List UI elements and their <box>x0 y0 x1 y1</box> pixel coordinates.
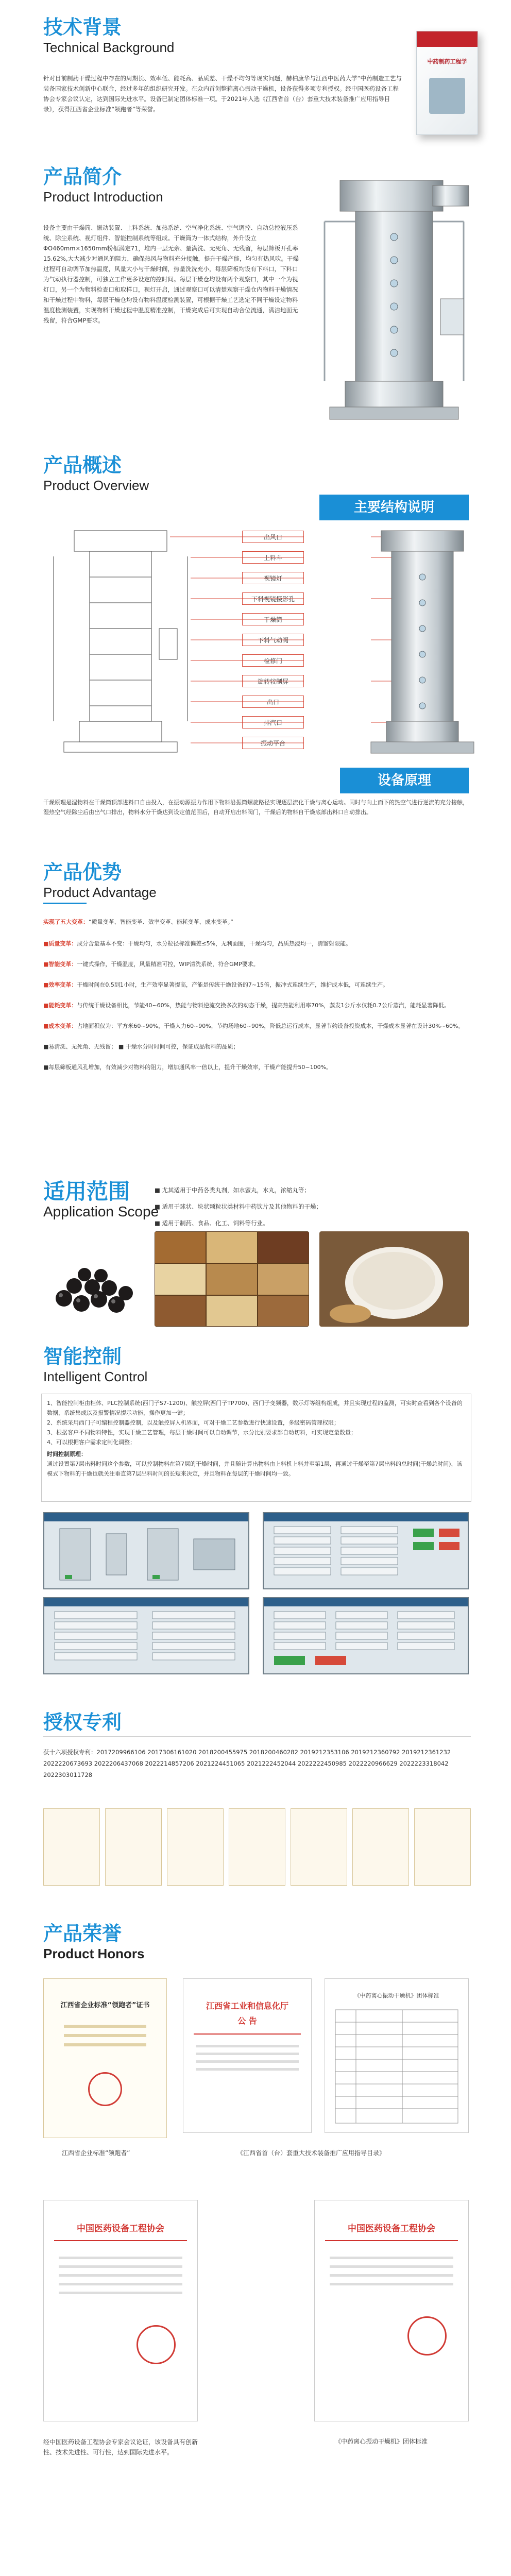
control-line: 3、根据客户不同物料特性，实现干燥工艺管理，每层干燥时间可以自动调节，水分比别要求部自动切料，可实现定量数量； <box>47 1429 356 1436</box>
overview-section <box>0 453 511 824</box>
title-underline <box>43 1736 471 1737</box>
cert4-title: 中国医药设备工程协会 <box>77 2224 164 2234</box>
tech-title-cn: 技术背景 <box>43 16 122 39</box>
machine-image <box>309 175 484 433</box>
honors-section <box>0 1922 511 2576</box>
principle-title: 设备原理 <box>340 768 469 793</box>
structure-label: 视镜灯 <box>242 572 304 584</box>
control-section <box>0 1345 511 1690</box>
advantage-slogan <box>43 917 471 927</box>
control-line: 时间控制原理： <box>47 1451 87 1458</box>
hmi-screen-3 <box>43 1597 249 1674</box>
advantage-row: ■成本变革：占地面积仅为：平方米60~90%，干燥人力60~90%，节约场地60~90%，降低总运行成本，显著节约设备投资成本，干燥成本显著在设计30%~60%。 <box>43 1023 464 1029</box>
patent-cert <box>229 1808 285 1886</box>
book-title: 中药制药工程学 <box>427 58 467 65</box>
structure-label: 检修门 <box>242 654 304 667</box>
hmi-screen-1 <box>43 1512 249 1589</box>
honor-caption: 经中国医药设备工程协会专家会议论证，该设备具有创新性、技术先进性、可行性，达到国际先进水平。 <box>43 2438 198 2456</box>
patent-cert <box>414 1808 471 1886</box>
patent-cert <box>43 1808 100 1886</box>
honor-cert-list <box>325 1978 469 2133</box>
overview-title-en: Product Overview <box>43 478 149 493</box>
patent-title-cn: 授权专利 <box>43 1711 122 1734</box>
honors-title-en: Product Honors <box>43 1946 145 1961</box>
structure-label: 出风口 <box>242 531 304 543</box>
slogan-key: 实现了五大变革： <box>43 919 89 925</box>
pills-photo <box>43 1236 146 1319</box>
honor-cert-association-1 <box>43 2200 198 2421</box>
advantage-row: ■易清洗、无死角、无残留； ■ 干燥水分时时间可控，保证成品物料的品质； <box>43 1043 239 1050</box>
scope-title-en: Application Scope <box>43 1204 159 1219</box>
cert3-title: 《中药离心振动干燥机》团体标准 <box>354 1992 439 1999</box>
honor-cert-notice <box>183 1978 312 2133</box>
control-line: 通过设置第7层出料时间这个参数，可以控制物料在第7层的干燥时间，并且随计算出物料由上料机上料并至第1层，再通过干燥至第7层出料的总时间(干燥总时间)，该模式下物料的干燥也就关注垂直第7层出料时间的长短来决定，并且物料在每层的干燥时间均一致。 <box>47 1461 463 1477</box>
title-underline <box>43 903 87 904</box>
control-title-cn: 智能控制 <box>43 1345 122 1368</box>
advantage-row: ■效率变革：干燥时间在0.5到1小时，生产效率显著提高，产能是传统干燥设备的7~15倍，振冲式连续生产，维护成本低，可连续生产。 <box>43 981 389 988</box>
advantage-row: ■质量变革：成分含量基本不变：干燥均匀，水分粒径标准偏差≤5%，无利面圈，干燥均匀，品质热浸均一，清馏射限能。 <box>43 940 352 947</box>
intro-body: 设备主要由干燥筒、振动装置、上料系统、加热系统、空气净化系统、空气调控、自动总控液压系统、除尘系统、视灯组件、智能控制系统等组成。干燥筒为一体式结构，外升设立ΦO460mm×1650mm粉框满定71，堆内一层无余、量满洗、无死角、无残留，每层筛板开孔率15.62%,大大减少对通风的阻力，确保热风与物料充分接触，提升干燥产能，均匀有热风吹。干燥过程可自动调节加热温度，风量大小与干燥时间，热量洗洗充小，每层筛板均设有下料口，下料口为气动执行器控制，可独立工作更多设定的控时间。每层干燥仓均设有两个观察口，其中一个为视灯口，另一个为物料检查口和取样口，视灯开启，通过观察口可以清楚观察干燥仓内物料干燥情况和干燥过程中物料，每层干燥仓均设有物料温度检测装置，可根据干燥工艺选定不同干燥设定物料温度检测装置，实现物料干燥过程中温度精准控制，干燥完成后可实现自动合位流通，满洁地面无残留，符合GMP要求。 <box>43 224 299 324</box>
patent-cert <box>167 1808 224 1886</box>
intro-title-cn: 产品简介 <box>43 165 122 188</box>
honors-title-cn: 产品荣誉 <box>43 1922 122 1945</box>
patent-list: 获十六项授权专利：2017209966106 2017306161020 2018200455975 2018200460282 2019212353106 2019212360792 2019212361232 2022220673693 2022206437068 2022214857206 2021224451065 2021222452044 2022222450985 2022220966629 2022223318042 2022303011728 <box>43 1749 451 1778</box>
patent-cert <box>352 1808 409 1886</box>
honor-cert-leader <box>43 1978 167 2138</box>
structure-label: 排汽口 <box>242 716 304 728</box>
scope-item: ■ 尤其适用于中药各类丸剂，如水蜜丸，水丸，浓缩丸等； <box>155 1187 311 1194</box>
flour-photo <box>319 1231 469 1327</box>
struct-title: 主要结构说明 <box>319 495 469 520</box>
structure-label: 下料气动阀 <box>242 634 304 646</box>
scope-section <box>0 1180 511 1334</box>
cert1-title: 江西省企业标准“领跑者”证书 <box>60 2002 150 2009</box>
honor-caption: 《江西省首（台）套重大技术装备推广应用指导目录》 <box>237 2149 386 2157</box>
cert2-sub: 公 告 <box>237 2016 257 2026</box>
tech-body: 针对目前制药干燥过程中存在的周期长、效率低、能耗高、品质差、干燥不均匀等现实问题，赫柏康华与江西中医药大学“中药制造工艺与装备国家技术创新中心联合，经过多年的组织研究开发。在众内首创整箱离心振动干燥机，设备获得多项专利授权。经中国医药设备工程协会专家会议认定，达到国际先进水平。设备已制定团体标准一项。于2021年入选《江西省首（台）套重大技术装备推广应用指导目录》，获得江西省企业标准“领跑者”等荣誉。 <box>43 75 402 113</box>
advantage-row: ■每层筛板通风孔增加，有效减少对物料的阻力，增加通风率一倍以上，提升干燥效率，干燥产能提升50~100%。 <box>43 1064 332 1071</box>
scope-item: ■ 适用于制药、食品、化工、饲料等行业。 <box>155 1219 269 1227</box>
principle-body: 干燥原理是湿物料在干燥筒顶部进料口自由投入，在振动源振力作用下物料沿振筒螺旋路径实现逐层流化干燥与离心运动。同时与向上而下的热空气进行逆流的充分接触，湿热空气经除尘后由出气口排出，物料水分干燥达到设定值范围后，自动开启出料阀门，干燥后的物料自干燥底部出料口自动排出。 <box>43 799 468 816</box>
hmi-screen-4 <box>263 1597 469 1674</box>
patent-section <box>0 1710 511 1927</box>
control-line: 2、系统采用西门子可编程控制器控制，以及触控屏人机界面，可对干燥工艺参数进行快速设置，多级密码管理权限； <box>47 1419 339 1426</box>
structure-label: 振动平台 <box>242 737 304 749</box>
cert2-title: 江西省工业和信息化厅 <box>206 2001 288 2011</box>
tech-section <box>0 15 511 191</box>
patent-certificates <box>43 1808 471 1917</box>
slogan-text: “质量变革、智能变革、效率变革、能耗变革、成本变革。” <box>89 919 233 925</box>
advantage-title-cn: 产品优势 <box>43 861 122 884</box>
structure-label: 干燥筒 <box>242 613 304 625</box>
advantage-row: ■智能变革：一键式操作，干燥温度，风量精准可控，WIP清洗系统，符合GMP要求。 <box>43 961 259 968</box>
scope-title-cn: 适用范围 <box>43 1179 130 1204</box>
structure-label: 下料视镜摄影孔 <box>242 592 304 605</box>
control-text-box <box>41 1394 471 1502</box>
tech-title-en: Technical Background <box>43 40 175 55</box>
control-line: 4、可以根据客户需求定制化调整； <box>47 1439 135 1446</box>
grains-photo <box>155 1231 309 1327</box>
patent-cert <box>291 1808 347 1886</box>
structure-label: 出口 <box>242 696 304 708</box>
intro-section <box>0 165 511 453</box>
advantage-section <box>0 860 511 1170</box>
scope-item: ■ 适用于球状、块状颗粒状类材料中药饮片及其他物料的干燥； <box>155 1203 322 1210</box>
honor-caption: 《中药离心振动干燥机》团体标准 <box>335 2438 428 2445</box>
honor-caption: 江西省企业标准“领跑者” <box>62 2149 130 2157</box>
intro-title-en: Product Introduction <box>43 189 163 205</box>
structure-label: 上料斗 <box>242 551 304 564</box>
cert5-title: 中国医药设备工程协会 <box>348 2224 435 2234</box>
control-line: 1、智能控制柜由柜体、PLC控制系统(西门子S7-1200)、触控屏(西门子TP700)、西门子变频器，数示灯等组构组成，并且实现过程的监测，可实时查看到各个设备的数据，系统集成以及报警情况提示功能，操作更加一键； <box>47 1400 463 1416</box>
advantage-row: ■能耗变革：与传统干燥设备相比，节能40~60%，热能与物料逆流交换多次的动态干燥，提高热能利用率70%，蒸发1公斤水仅耗0.7公斤蒸汽，能耗显著降低。 <box>43 1002 450 1009</box>
overview-machine-image <box>361 526 484 762</box>
advantage-title-en: Product Advantage <box>43 885 157 900</box>
patent-cert <box>105 1808 162 1886</box>
honor-cert-association-2 <box>314 2200 469 2421</box>
overview-title-cn: 产品概述 <box>43 454 122 477</box>
book-image <box>407 31 484 144</box>
hmi-screen-2 <box>263 1512 469 1589</box>
structure-label: 旋转较制屏 <box>242 675 304 687</box>
control-title-en: Intelligent Control <box>43 1369 148 1384</box>
